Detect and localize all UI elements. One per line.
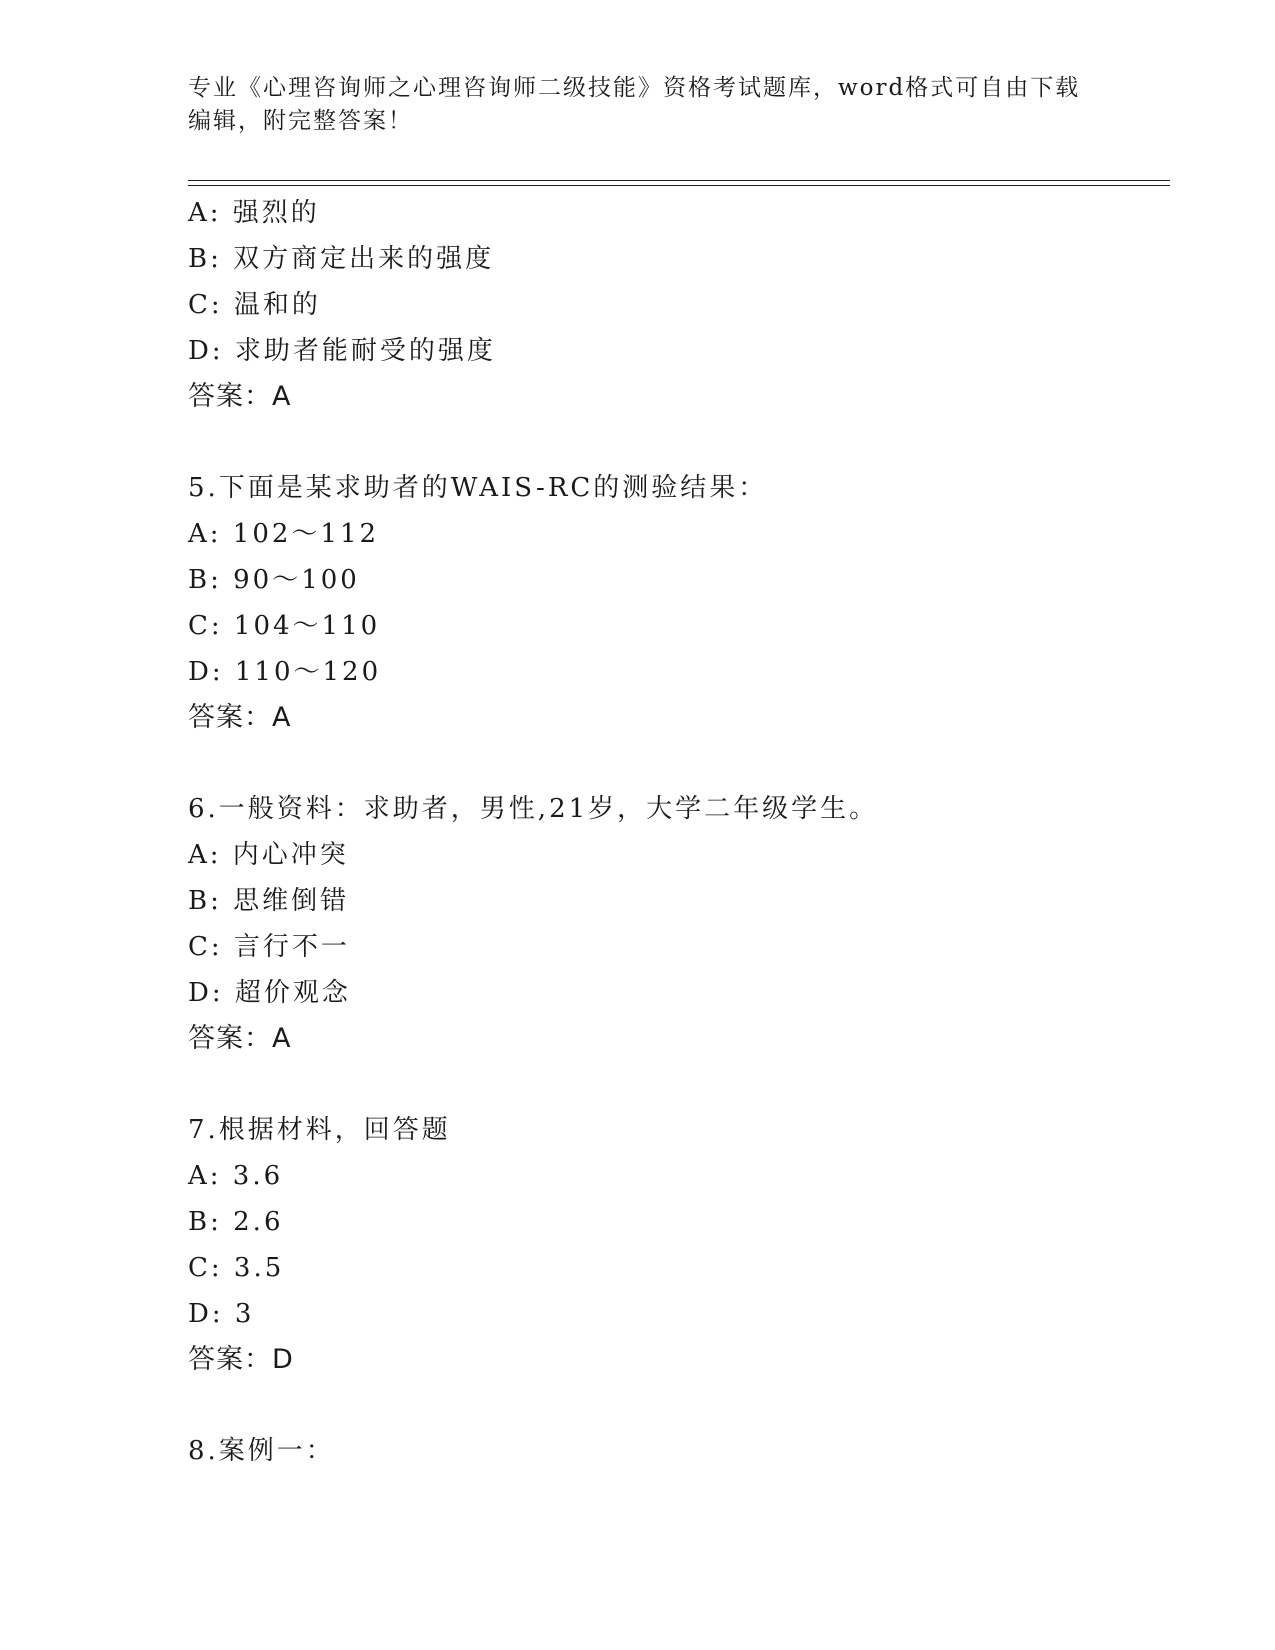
answer-line: 答案：A (188, 702, 292, 733)
option-b: B: 思维倒错 (188, 886, 350, 916)
option-b: B: 2.6 (188, 1207, 284, 1237)
spacer (188, 1062, 1168, 1107)
question-text: 5.下面是某求助者的WAIS-RC的测验结果： (188, 473, 768, 503)
header-divider-bottom (188, 185, 1170, 186)
header-line-2: 编辑，附完整答案！ (188, 108, 413, 134)
question-text: 6.一般资料：求助者，男性,21岁，大学二年级学生。 (188, 794, 879, 824)
option-b: B: 双方商定出来的强度 (188, 244, 495, 274)
question-8-block (188, 1428, 1168, 1474)
option-a: A: 强烈的 (188, 198, 320, 228)
question-4-block (188, 190, 1168, 420)
answer-line: 答案：A (188, 1023, 292, 1054)
option-c: C: 温和的 (188, 290, 321, 320)
question-text: 7.根据材料，回答题 (188, 1115, 451, 1145)
answer-line: 答案：D (188, 1344, 294, 1375)
option-c: C: 3.5 (188, 1253, 285, 1283)
document-header (188, 72, 1088, 138)
question-6-block (188, 786, 1168, 1062)
option-d: D: 110～120 (188, 657, 382, 687)
spacer (188, 420, 1168, 465)
option-b: B: 90～100 (188, 565, 360, 595)
header-line-1: 专业《心理咨询师之心理咨询师二级技能》资格考试题库，word格式可自由下载 (188, 75, 1081, 101)
option-c: C: 104～110 (188, 611, 381, 641)
header-divider-top (188, 180, 1170, 181)
option-d: D: 3 (188, 1299, 255, 1329)
spacer (188, 1383, 1168, 1428)
question-text: 8.案例一： (188, 1436, 335, 1466)
option-a: A: 102～112 (188, 519, 380, 549)
option-d: D: 求助者能耐受的强度 (188, 336, 496, 366)
option-c: C: 言行不一 (188, 932, 350, 962)
question-list (188, 190, 1168, 1474)
spacer (188, 741, 1168, 786)
option-a: A: 内心冲突 (188, 840, 349, 870)
question-7-block (188, 1107, 1168, 1383)
question-5-block (188, 465, 1168, 741)
option-d: D: 超价观念 (188, 978, 351, 1008)
option-a: A: 3.6 (188, 1161, 284, 1191)
answer-line: 答案：A (188, 381, 292, 412)
